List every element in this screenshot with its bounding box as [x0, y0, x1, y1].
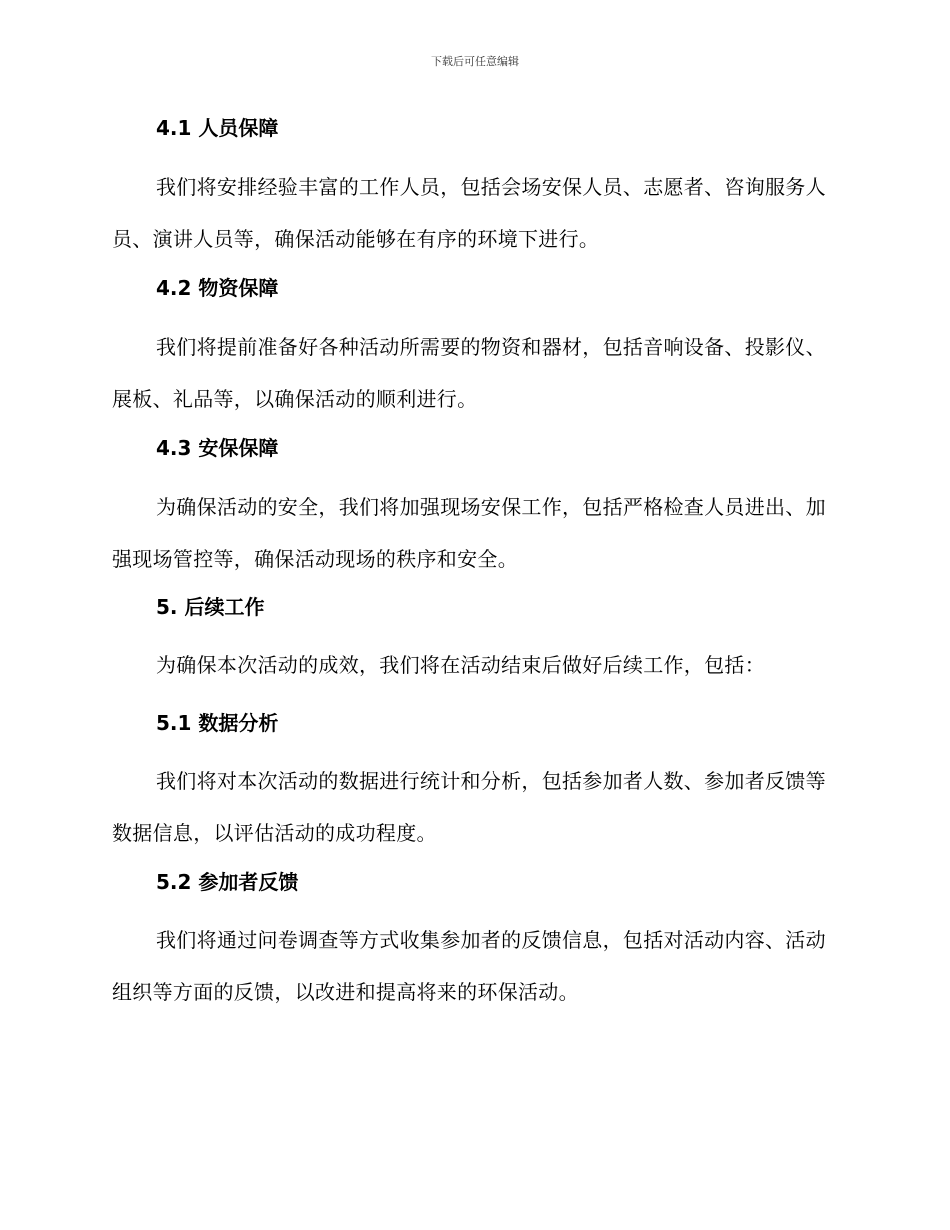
section-paragraph-5-2: 我们将通过问卷调查等方式收集参加者的反馈信息，包括对活动内容、活动组织等方面的反馈，以改进和提高将来的环保活动。 — [112, 928, 826, 1004]
section-heading-4-2: 4.2 物资保障 — [156, 276, 279, 300]
page-header-note: 下载后可任意编辑 — [431, 55, 519, 68]
section-paragraph-5: 为确保本次活动的成效，我们将在活动结束后做好后续工作，包括： — [156, 653, 765, 677]
section-heading-4-1: 4.1 人员保障 — [156, 116, 279, 140]
section-paragraph-4-2: 我们将提前准备好各种活动所需要的物资和器材，包括音响设备、投影仪、展板、礼品等，以确保活动的顺利进行。 — [112, 335, 826, 411]
section-paragraph-4-1: 我们将安排经验丰富的工作人员，包括会场安保人员、志愿者、咨询服务人员、演讲人员等，确保活动能够在有序的环境下进行。 — [112, 175, 826, 251]
section-heading-4-3: 4.3 安保保障 — [156, 436, 279, 460]
section-heading-5-1: 5.1 数据分析 — [156, 711, 279, 735]
section-heading-5-2: 5.2 参加者反馈 — [156, 870, 299, 894]
section-paragraph-5-1: 我们将对本次活动的数据进行统计和分析，包括参加者人数、参加者反馈等数据信息，以评估活动的成功程度。 — [112, 769, 826, 845]
section-paragraph-4-3: 为确保活动的安全，我们将加强现场安保工作，包括严格检查人员进出、加强现场管控等，确保活动现场的秩序和安全。 — [112, 495, 826, 571]
section-heading-5: 5. 后续工作 — [156, 595, 265, 619]
